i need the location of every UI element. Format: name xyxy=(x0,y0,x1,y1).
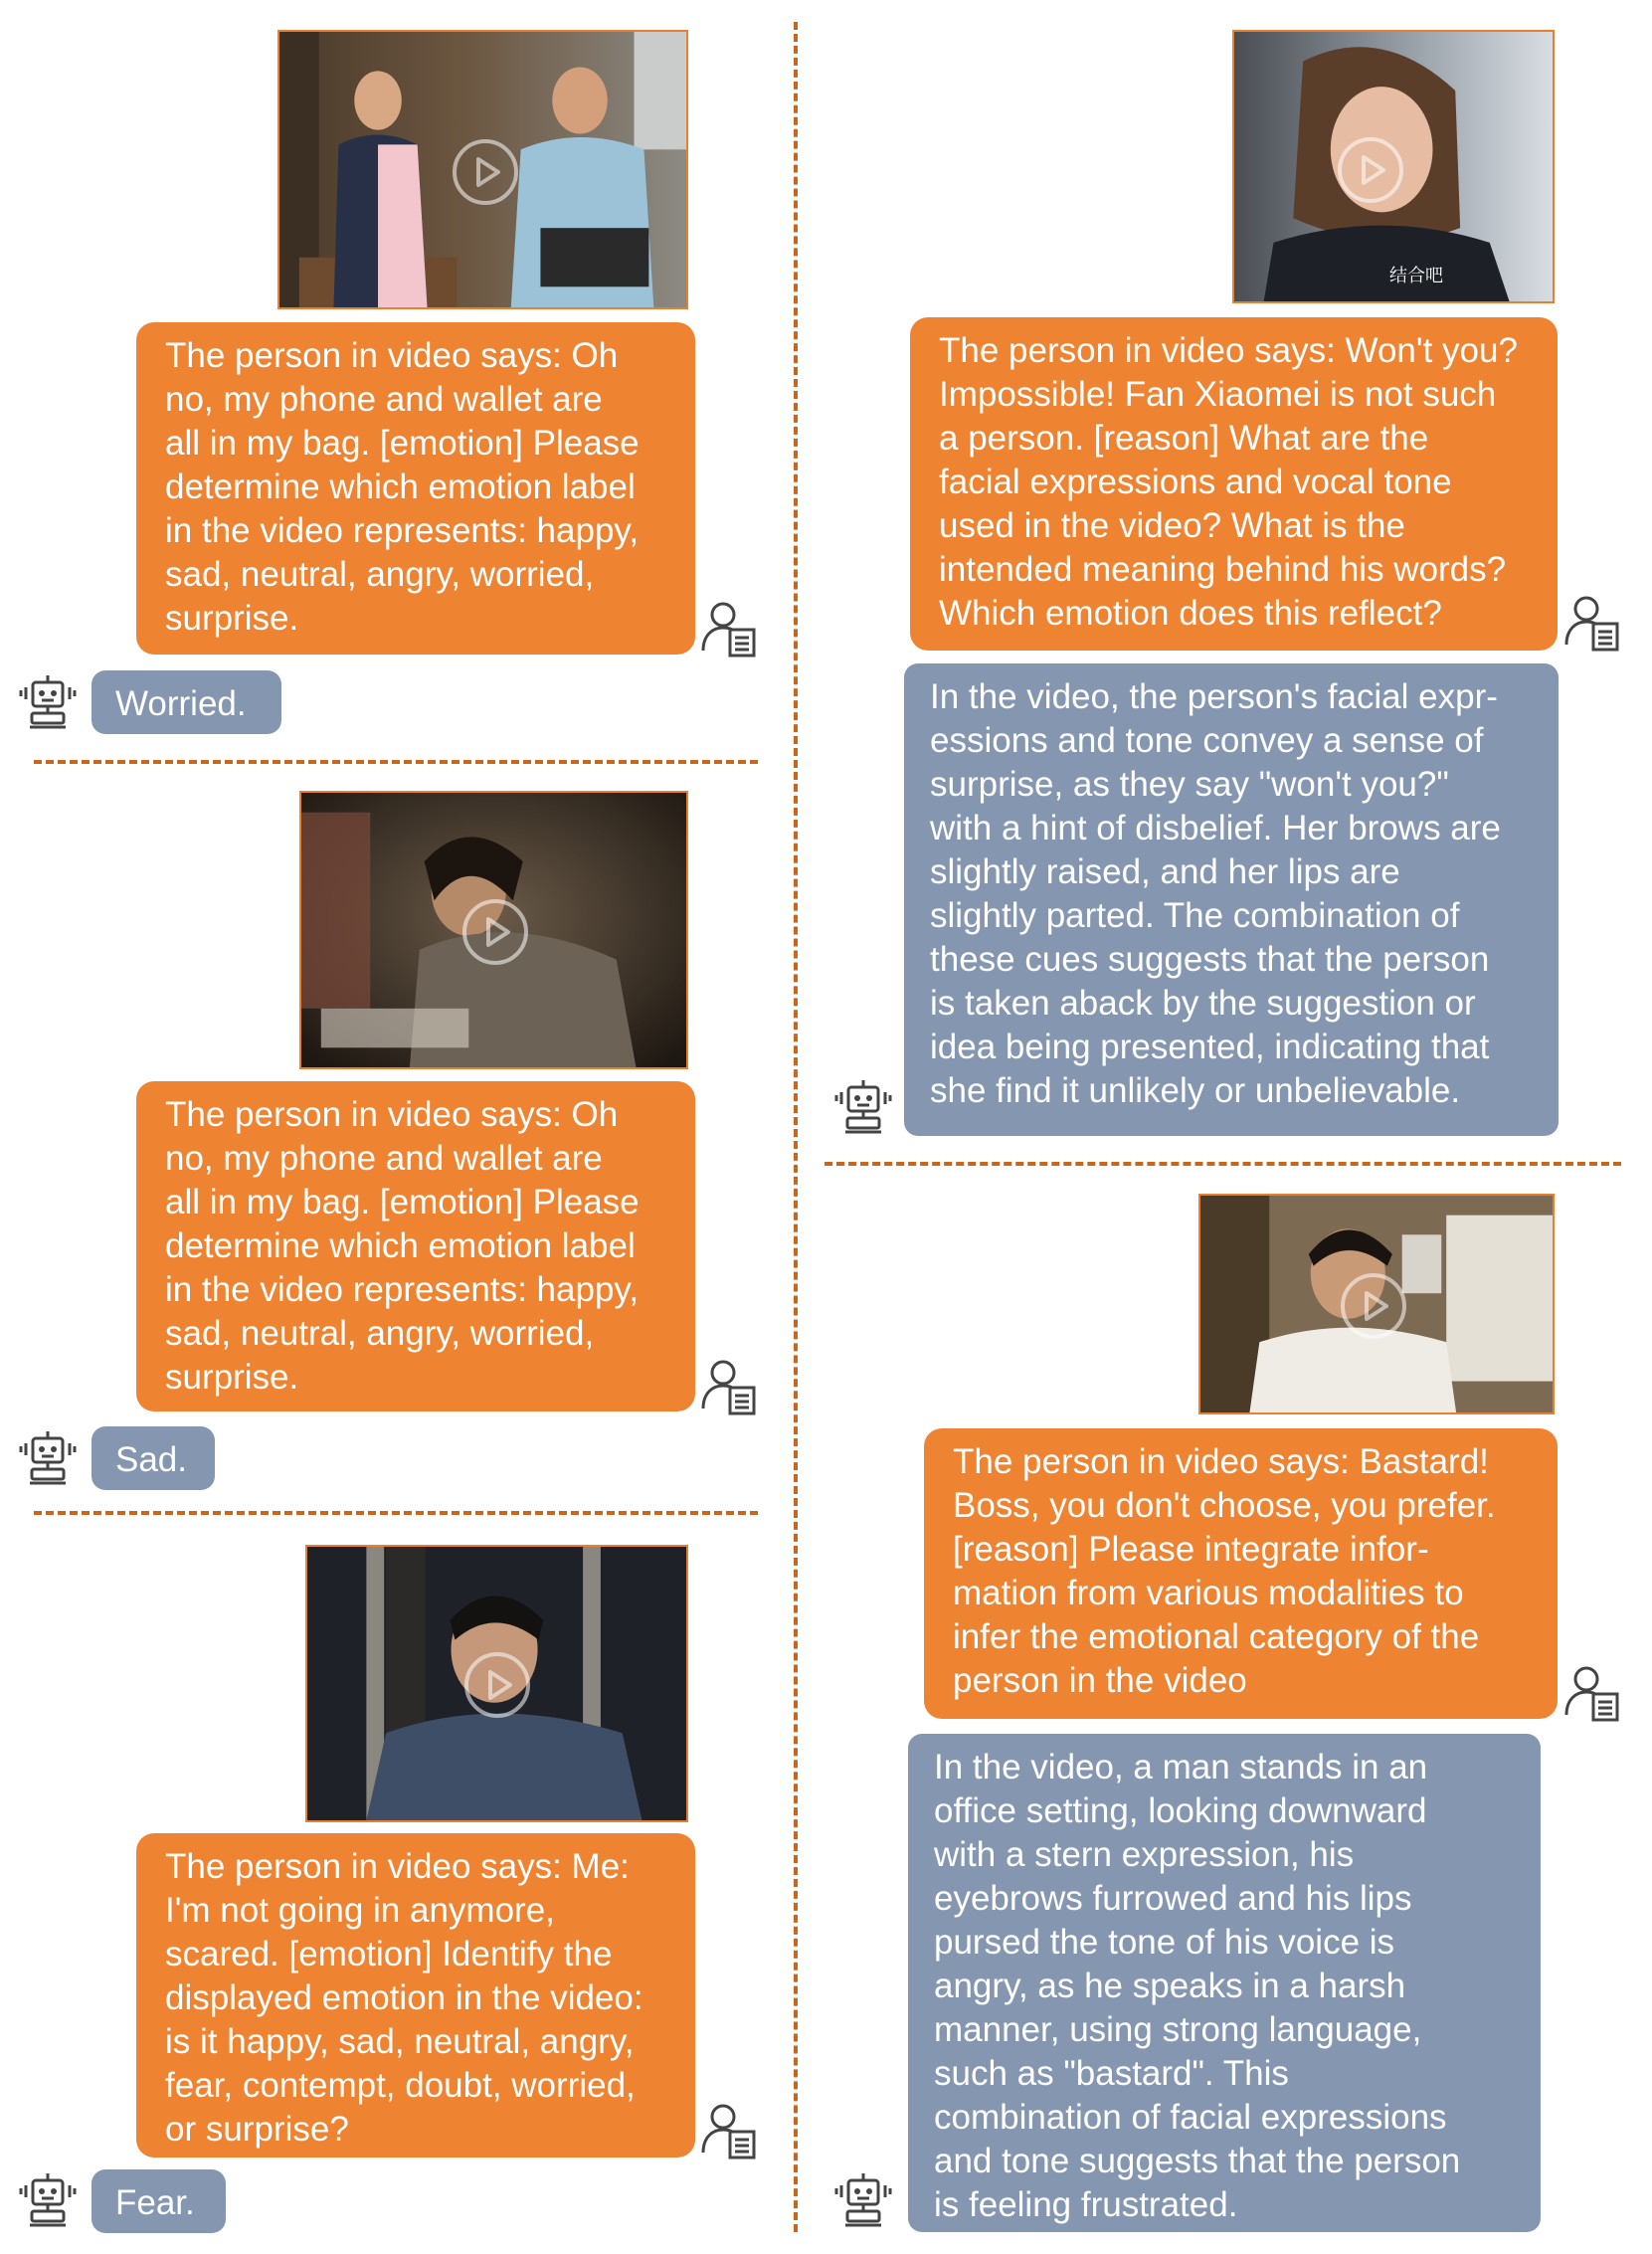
user-prompt-bubble: The person in video says: Bastard! Boss, you don't choose, you prefer. [reason] Please integrate infor- mation from various modalities to infer the emotional category of the person in the video xyxy=(924,1428,1558,1719)
model-reply-bubble: Sad. xyxy=(92,1426,215,1490)
robot-icon xyxy=(18,1429,78,1489)
video-frame[interactable] xyxy=(305,1545,688,1822)
play-icon[interactable] xyxy=(1336,135,1405,205)
user-document-icon xyxy=(1563,1663,1623,1723)
user-prompt-bubble: The person in video says: Me: I'm not going in anymore, scared. [emotion] Identify the displayed emotion in the video: is it happy, sad, neutral, angry, fear, contempt, doubt, worried, or surprise? xyxy=(136,1833,695,2158)
video-frame[interactable] xyxy=(1232,30,1555,303)
play-icon[interactable] xyxy=(460,897,530,967)
model-reply-bubble: In the video, a man stands in an office setting, looking downward with a stern expression, his eyebrows furrowed and his lips pursed the tone of his voice is angry, as he speaks in a harsh manner, using strong language, such as "bastard". This combination of facial expressions and tone suggests that the person is feeling frustrated. xyxy=(908,1734,1541,2232)
frame-caption: 结合吧 xyxy=(1389,266,1443,286)
user-prompt-bubble: The person in video says: Oh no, my phone and wallet are all in my bag. [emotion] Please determine which emotion label in the video represents: happy, sad, neutral, angry, worried, surprise. xyxy=(136,1081,695,1411)
model-reply-bubble: In the video, the person's facial expr- essions and tone convey a sense of surprise, as they say "won't you?" with a hint of disbelief. Her brows are slightly raised, and her lips are slightly parted. The combination of these cues suggests that the person is taken aback by the suggestion or idea being presented, indicating that she find it unlikely or unbelievable. xyxy=(904,663,1559,1136)
user-document-icon xyxy=(700,1357,760,1416)
user-document-icon xyxy=(700,599,760,658)
user-prompt-bubble: The person in video says: Won't you? Impossible! Fan Xiaomei is not such a person. [reason] What are the facial expressions and vocal tone used in the video? What is the intended meaning behind his words? Which emotion does this reflect? xyxy=(910,317,1558,651)
video-frame[interactable] xyxy=(299,791,688,1069)
model-reply-bubble: Worried. xyxy=(92,670,281,734)
section-divider xyxy=(34,760,758,764)
video-frame[interactable] xyxy=(1198,1194,1555,1414)
column-divider xyxy=(794,22,798,2232)
user-document-icon xyxy=(1563,593,1623,653)
robot-icon xyxy=(833,2171,893,2231)
robot-icon xyxy=(18,2171,78,2231)
play-icon[interactable] xyxy=(1339,1271,1408,1341)
section-divider xyxy=(825,1162,1621,1166)
robot-icon xyxy=(18,673,78,733)
section-divider xyxy=(34,1511,758,1515)
video-frame[interactable] xyxy=(277,30,688,309)
play-icon[interactable] xyxy=(462,1650,532,1720)
user-prompt-bubble: The person in video says: Oh no, my phone and wallet are all in my bag. [emotion] Please determine which emotion label in the video represents: happy, sad, neutral, angry, worried, surprise. xyxy=(136,322,695,655)
model-reply-bubble: Fear. xyxy=(92,2169,226,2233)
user-document-icon xyxy=(700,2101,760,2160)
robot-icon xyxy=(833,1078,893,1138)
play-icon[interactable] xyxy=(451,137,520,207)
